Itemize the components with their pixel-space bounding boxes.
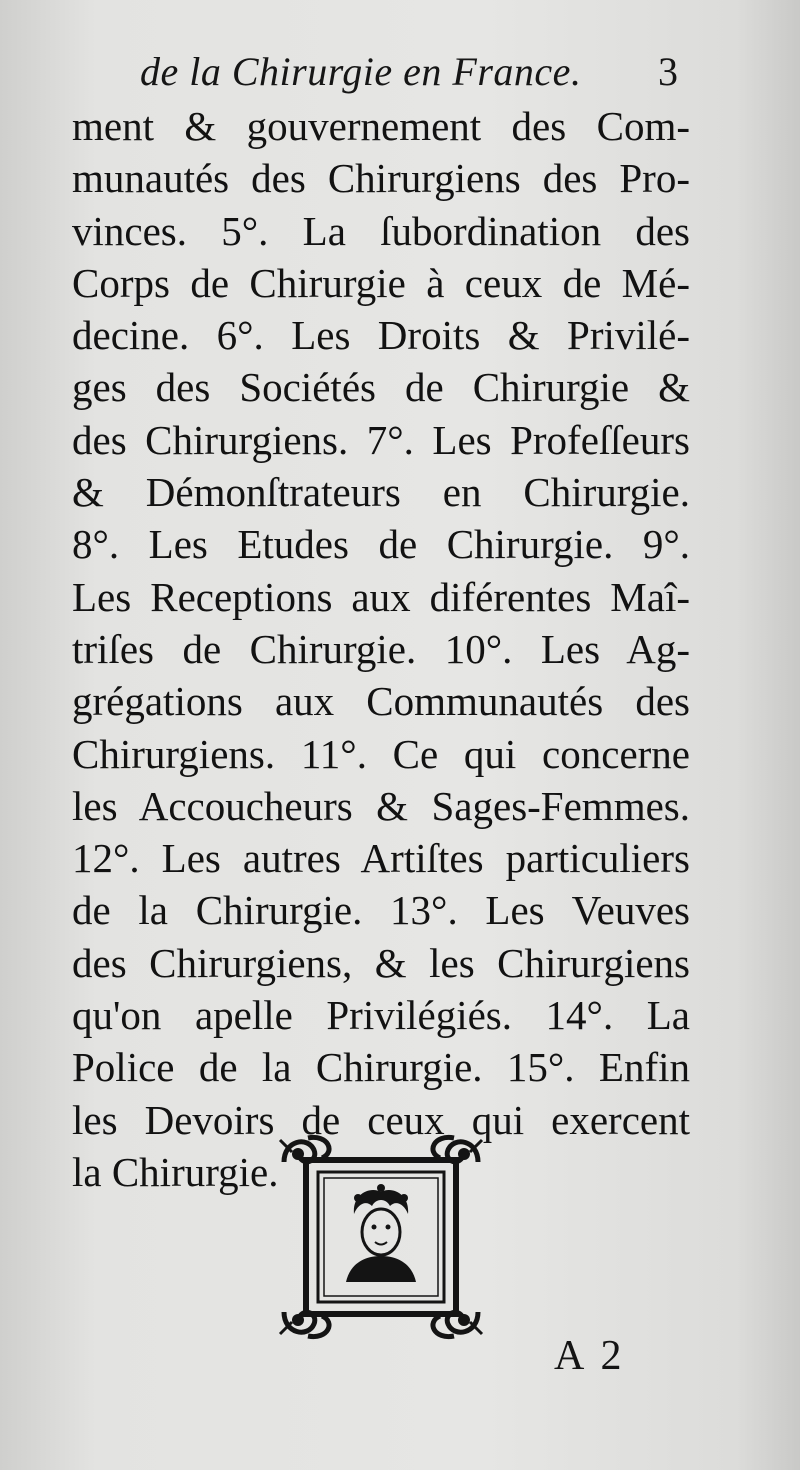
text-line: grégations aux Communautés des <box>72 678 690 725</box>
signature-mark: A 2 <box>554 1333 626 1379</box>
text-line: de la Chirurgie. 13°. Les Veuves <box>72 887 690 934</box>
text-line: les Accoucheurs & Sages-Femmes. <box>72 782 690 829</box>
running-head <box>0 40 800 100</box>
text-line: 8°. Les Etudes de Chirurgie. 9°. <box>72 521 690 568</box>
text-line: munautés des Chirurgiens des Pro- <box>72 155 690 202</box>
text-line: la Chirurgie. <box>72 1148 279 1195</box>
page-number: 3 <box>658 49 678 94</box>
text-line: Police de la Chirurgie. 15°. Enfin <box>72 1044 690 1091</box>
text-line: qu'on apelle Privilégiés. 14°. La <box>72 992 690 1039</box>
text-line: 12°. Les autres Artiſtes particuliers <box>72 835 690 882</box>
body-text <box>72 100 690 1198</box>
text-line: les Devoirs de ceux qui exercent <box>72 1096 690 1143</box>
framed-cherub-vignette-icon <box>278 1132 484 1342</box>
text-line: ment & gouvernement des Com- <box>72 103 690 149</box>
running-head-title: de la Chirurgie en France. <box>140 49 582 94</box>
text-line: vinces. 5°. La ſubordination des <box>72 207 690 254</box>
text-line: triſes de Chirurgie. 10°. Les Ag- <box>72 625 690 672</box>
text-line: des Chirurgiens. 7°. Les Profeſſeurs <box>72 416 690 463</box>
text-line: des Chirurgiens, & les Chirurgiens <box>72 939 690 986</box>
text-line: Chirurgiens. 11°. Ce qui concerne <box>72 730 690 777</box>
text-line: Corps de Chirurgie à ceux de Mé- <box>72 259 690 306</box>
text-line: decine. 6°. Les Droits & Privilé- <box>72 312 690 359</box>
text-line: ges des Sociétés de Chirurgie & <box>72 364 690 411</box>
text-line: & Démonſtrateurs en Chirurgie. <box>72 469 690 516</box>
text-line: Les Receptions aux diférentes Maî- <box>72 573 690 620</box>
